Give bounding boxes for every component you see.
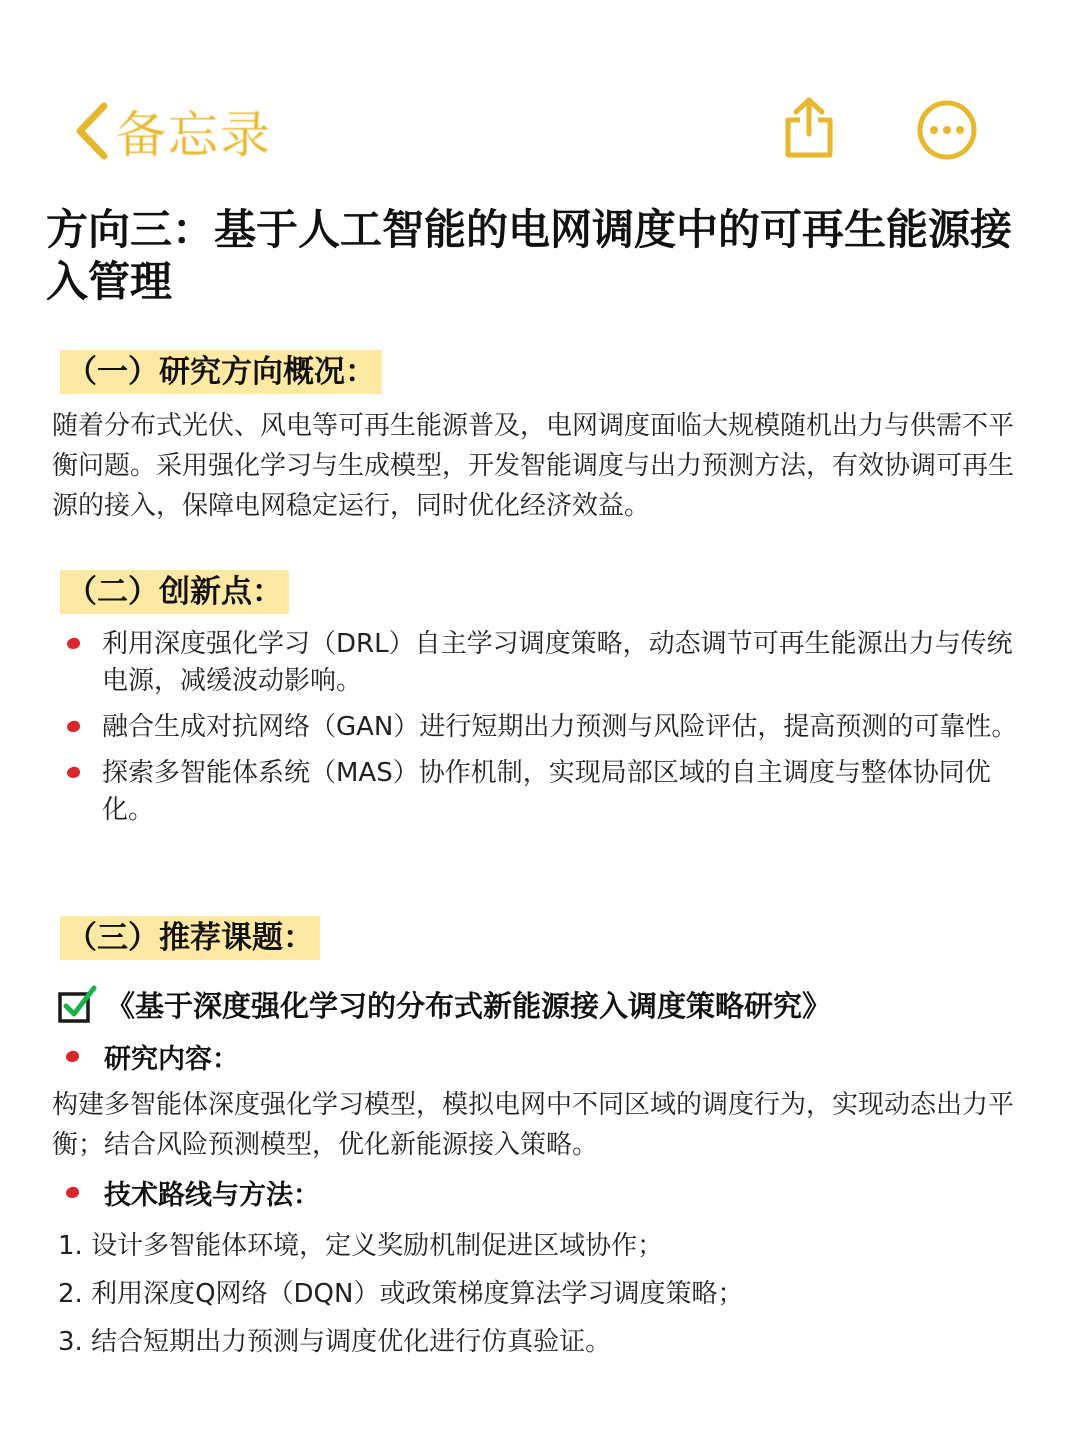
- note-title: 方向三：基于人工智能的电网调度中的可再生能源接入管理: [46, 205, 1013, 306]
- step-item: 1. 设计多智能体环境，定义奖励机制促进区域协作；: [58, 1231, 664, 1261]
- back-label: 备忘录: [116, 106, 272, 164]
- method-steps: [58, 1222, 743, 1366]
- bullet-text: 利用深度强化学习（DRL）自主学习调度策略，动态调节可再生能源出力与传统电源，减缓波动影响。: [102, 629, 1013, 696]
- more-button[interactable]: [915, 98, 979, 166]
- list-item: [64, 755, 1034, 829]
- more-icon: [915, 98, 979, 162]
- bullet-text: 探索多智能体系统（MAS）协作机制，实现局部区域的自主调度与整体协同优化。: [102, 758, 991, 825]
- topic-row: [58, 980, 831, 1028]
- bullet-icon: [65, 1185, 81, 1199]
- innovation-list: [64, 626, 1034, 838]
- topic-title: 《基于深度强化学习的分布式新能源接入调度策略研究》: [106, 988, 832, 1023]
- chevron-left-icon: [72, 101, 112, 161]
- research-content-label: 研究内容：: [104, 1043, 239, 1075]
- method-label: 技术路线与方法：: [104, 1179, 320, 1211]
- navigation-bar: [0, 0, 1080, 190]
- checkbox-checked-icon: [58, 984, 98, 1024]
- overview-paragraph: 随着分布式光伏、风电等可再生能源普及，电网调度面临大规模随机出力与供需不平衡问题。采用强化学习与生成模型，开发智能调度与出力预测方法，有效协调可再生源的接入，保障电网稳定运行，同时优化经济效益。: [52, 411, 1015, 521]
- step-item: 3. 结合短期出力预测与调度优化进行仿真验证。: [58, 1327, 612, 1357]
- share-icon: [782, 96, 836, 160]
- research-content-paragraph: 构建多智能体深度强化学习模型，模拟电网中不同区域的调度行为，实现动态出力平衡；结合风险预测模型，优化新能源接入策略。: [52, 1090, 1015, 1160]
- step-item: 2. 利用深度Q网络（DQN）或政策梯度算法学习调度策略；: [58, 1279, 744, 1309]
- bullet-icon: [66, 765, 82, 779]
- bullet-text: 融合生成对抗网络（GAN）进行短期出力预测与风险评估，提高预测的可靠性。: [102, 712, 1018, 742]
- section-heading-topics: （三）推荐课题：: [60, 916, 320, 960]
- section-heading-overview: （一）研究方向概况：: [60, 350, 382, 394]
- list-item: [64, 626, 1034, 700]
- bullet-icon: [65, 1049, 81, 1063]
- share-button[interactable]: [782, 96, 836, 164]
- back-button[interactable]: [72, 96, 272, 166]
- bullet-icon: [66, 636, 82, 650]
- section-heading-innovation: （二）创新点：: [60, 570, 289, 614]
- method-heading: [66, 1172, 320, 1212]
- research-content-heading: [66, 1036, 239, 1076]
- list-item: [64, 709, 1034, 746]
- bullet-icon: [66, 719, 82, 733]
